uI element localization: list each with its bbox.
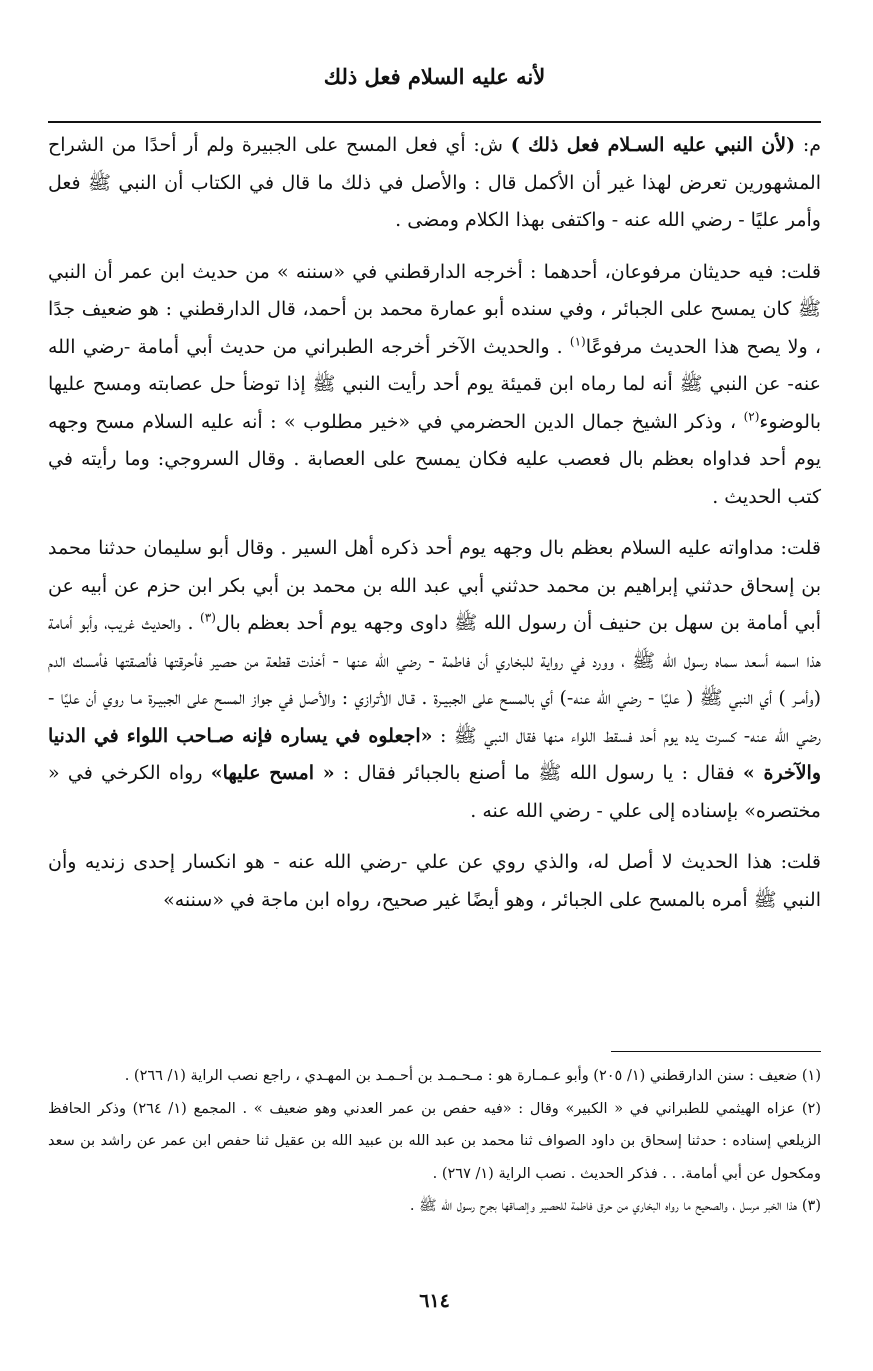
footnotes [48,1060,821,1223]
footnote-rule [611,1051,821,1052]
footnote-marker: (١) [569,334,586,349]
paragraph [48,530,821,830]
bold-text: (لأن النبي عليه السـلام فعل ذلك ) [510,134,796,156]
text-run: ، وذكر الشيخ جمال الدين الحضرمي في «خير مطلوب » : أنه عليه السلام مسح وجهه يوم أحد فداواه بعظم بال فعصب عليه فكان يمسح على العصابة . وقال السروجي: وما رأيته في كتب الحديث . [48,410,821,508]
text-run: قلت: مداواته عليه السلام بعظم بال وجهه يوم أحد ذكره أهل السير . وقال أبو سليمان حدثنا محمد بن إسحاق حدثني إبراهيم بن محمد حدثني أبي عبد الله بن محمد بن أبي بكر ابن حزم عن أبيه عن أبي أمامة بن سهل بن حنيف أن رسول الله ﷺ داوى وجهه يوم أحد بعظم بال [48,537,821,634]
bold-text: « امسح عليها» [210,762,335,784]
text-run: قلت: هذا الحديث لا أصل له، والذي روي عن علي -رضي الله عنه - هو انكسار إحدى زنديه وأن النبي ﷺ أمره بالمسح على الجبائر ، وهو أيضًا غير صحيح، رواه ابن ماجة في «سننه» [48,851,821,911]
footnote: (٣) هذا الخبر مرسل ، والصحيح ما رواه البخاري من حرق فاطمة للحصير وإلصاقها بجرح رسول الله ﷺ . [409,1198,821,1214]
paragraph [48,127,821,240]
main-text [48,127,821,933]
paragraph [48,844,821,919]
running-head: لأنه عليه السلام فعل ذلك [323,64,546,89]
text-run: فقال : يا رسول الله ﷺ ما أصنع بالجبائر فقال : [334,762,743,784]
footnote-marker: (٢) [743,409,760,424]
footnote: (٢) عزاه الهيثمي للطبراني في « الكبير» وقال : «فيه حفص بن عمر العدني وهو ضعيف » . المجمع (١/ ٢٦٤) وذكر الحافظ الزيلعي إسناده : حدثنا إسحاق بن داود الصواف ثنا محمد بن عبد الله بن عبيد الله بن عقيل ثنا حفص ابن عمر عن راشد بن سعد ومكحول عن أبي أمامة. . . فذكر الحديث . نصب الراية (١/ ٢٦٧) . [48,1100,822,1182]
text-run: قلت: فيه حديثان مرفوعان، أحدهما : أخرجه الدارقطني في «سننه » من حديث ابن عمر أن النبي ﷺ كان يمسح على الجبائر ، وفي سنده أبو عمارة محمد بن أحمد، قال الدارقطني : هو ضعيف جدًا ، ولا يصح هذا الحديث مرفوعًا [48,260,821,358]
paragraph [48,254,821,517]
text-run: ش: أي فعل المسح على الجبيرة ولم أر أحدًا من الشراح المشهورين تعرض لهذا غير أن الأكمل قال : والأصل في ذلك ما قال في الكتاب أن النبي ﷺ فعل وأمر عليًا - رضي الله عنه - واكتفى بهذا الكلام ومضى . [48,134,821,231]
footnote-marker: (٣) [200,610,216,625]
bold-text: «اجعلوه في يساره فإنه صـاحب اللواء في الدنيا والآخرة » [48,724,821,784]
text-run: . والحديث غريب، وأبو أمامة هذا اسمه أسعد سماه رسول الله ﷺ ، وورد في رواية للبخاري أن فاطمة - رضي الله عنها - أخذت قطعة من حصير فأحرقتها فألصقتها فأمسك الدم [48,612,821,672]
text-run: . قـال الأترازي : والأصل في جواز المسح على الجبيـرة مـا روي أن عليًا - رضي الله عنه- كسرت يده يوم أحد فسقط اللواء منها فقال النبي ﷺ : [48,687,821,747]
book-page [48,0,821,1371]
header-rule [48,121,821,123]
page-number: ٦١٤ [419,1290,450,1312]
text-run: (وأمـر ) أي النبي ﷺ ( عليًا - رضي الله عنه-) أي بالمسح على الجبيـرة [433,687,822,709]
text-run: . والحديث الآخر أخرجه الطبراني من حديث أبي أمامة -رضي الله عنه- عن النبي ﷺ أنه لما رماه ابن قميئة يوم أحد رأيت النبي ﷺ إذا توضأ حل عصابته ومسح عليها بالوضوء [48,335,821,433]
footnote: (١) ضعيف : سنن الدارقطني (١/ ٢٠٥) وأبو عـمـارة هو : مـحـمـد بن أحـمـد بن المهـدي ، راجع نصب الراية (١/ ٢٦٦) . [124,1068,821,1084]
text-run: رواه الكرخي في « مختصره» بإسناده إلى علي - رضي الله عنه . [48,762,821,822]
text-run: م: [795,134,821,156]
